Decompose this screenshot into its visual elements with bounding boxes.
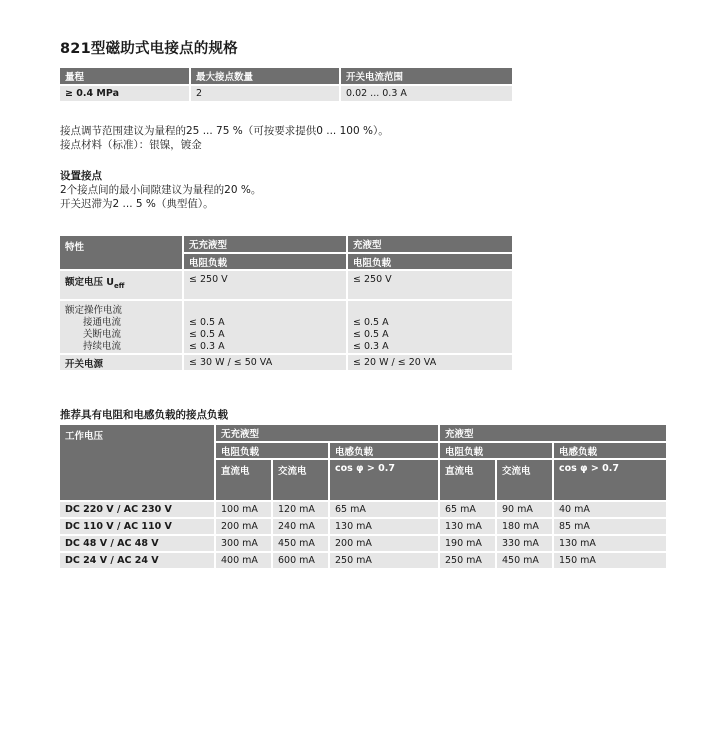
power-nofill: ≤ 30 W / ≤ 50 VA <box>184 355 348 372</box>
value-cell: 130 mA <box>440 519 497 536</box>
off-current-label: 关断电流 <box>83 329 122 340</box>
header-dc-fill: 直流电 <box>440 460 497 502</box>
off-current-fill: ≤ 0.5 A <box>353 329 389 340</box>
header-res-load-nofill: 电阻负载 <box>184 254 348 271</box>
value-cell: 100 mA <box>216 502 273 519</box>
header-ac-nofill: 交流电 <box>273 460 330 502</box>
value-cell: 300 mA <box>216 536 273 553</box>
value-cell: 250 mA <box>440 553 497 570</box>
value-cell: 130 mA <box>554 536 666 553</box>
on-current-fill: ≤ 0.5 A <box>353 317 389 328</box>
header-switch-current: 开关电流范围 <box>341 68 512 86</box>
header-ind-nofill: 电感负载 <box>330 443 440 460</box>
characteristics-table <box>60 236 512 372</box>
voltage-cell: DC 48 V / AC 48 V <box>60 536 216 553</box>
contact-material-line: 接点材料（标准）：银镍，镀金 <box>60 139 202 151</box>
value-cell: 85 mA <box>554 519 666 536</box>
value-cell: 330 mA <box>497 536 554 553</box>
setting-line-2: 开关迟滞为2 ... 5 %（典型值）。 <box>60 198 214 210</box>
voltage-cell: DC 24 V / AC 24 V <box>60 553 216 570</box>
rated-voltage-label <box>60 271 184 301</box>
on-current-label: 接通电流 <box>83 317 122 328</box>
table-row <box>60 519 666 536</box>
header-res-load-fill: 电阻负载 <box>348 254 512 271</box>
header-cos-nofill: cos φ > 0.7 <box>330 460 440 502</box>
setting-heading: 设置接点 <box>60 170 102 182</box>
voltage-cell: DC 220 V / AC 230 V <box>60 502 216 519</box>
rated-voltage-fill: ≤ 250 V <box>348 271 512 301</box>
rated-current-labels <box>60 301 184 355</box>
cont-current-label: 持续电流 <box>83 341 122 352</box>
header-fill-type: 充液型 <box>440 425 666 443</box>
range-value: ≥ 0.4 MPa <box>60 86 191 103</box>
setting-line-1: 2个接点间的最小间隙建议为量程的20 %。 <box>60 184 262 196</box>
header-res-fill: 电阻负载 <box>440 443 554 460</box>
rated-voltage-nofill: ≤ 250 V <box>184 271 348 301</box>
value-cell: 90 mA <box>497 502 554 519</box>
header-dc-nofill: 直流电 <box>216 460 273 502</box>
load-table-heading: 推荐具有电阻和电感负载的接点负载 <box>60 409 228 421</box>
cont-current-fill: ≤ 0.3 A <box>353 341 389 352</box>
header-working-voltage: 工作电压 <box>60 425 216 502</box>
contact-range-line: 接点调节范围建议为量程的25 ... 75 %（可按要求提供0 ... 100 %）。 <box>60 125 389 137</box>
header-no-fill: 无充液型 <box>184 236 348 254</box>
value-cell: 250 mA <box>330 553 440 570</box>
rated-current-nofill <box>184 301 348 355</box>
switch-current-value: 0.02 ... 0.3 A <box>341 86 512 103</box>
value-cell: 180 mA <box>497 519 554 536</box>
header-no-fill-type: 无充液型 <box>216 425 440 443</box>
rated-current-fill <box>348 301 512 355</box>
on-current-nofill: ≤ 0.5 A <box>189 317 225 328</box>
table-row <box>60 502 666 519</box>
table-row <box>60 553 666 570</box>
value-cell: 190 mA <box>440 536 497 553</box>
value-cell: 200 mA <box>330 536 440 553</box>
header-max-contacts: 最大接点数量 <box>191 68 341 86</box>
rated-current-label: 额定操作电流 <box>65 305 123 316</box>
header-feature: 特性 <box>60 236 184 271</box>
range-table <box>60 68 512 103</box>
load-table <box>60 425 666 570</box>
value-cell: 600 mA <box>273 553 330 570</box>
value-cell: 240 mA <box>273 519 330 536</box>
value-cell: 450 mA <box>273 536 330 553</box>
value-cell: 450 mA <box>497 553 554 570</box>
rated-voltage-sub: eff <box>114 281 125 290</box>
header-ind-fill: 电感负载 <box>554 443 666 460</box>
off-current-nofill: ≤ 0.5 A <box>189 329 225 340</box>
value-cell: 400 mA <box>216 553 273 570</box>
header-res-nofill: 电阻负载 <box>216 443 330 460</box>
setting-section <box>60 168 261 211</box>
contact-range-note <box>60 124 389 152</box>
power-fill: ≤ 20 W / ≤ 20 VA <box>348 355 512 372</box>
header-fill: 充液型 <box>348 236 512 254</box>
max-contacts-value: 2 <box>191 86 341 103</box>
header-ac-fill: 交流电 <box>497 460 554 502</box>
header-cos-fill: cos φ > 0.7 <box>554 460 666 502</box>
rated-voltage-text: 额定电压 U <box>65 277 115 288</box>
header-range: 量程 <box>60 68 191 86</box>
value-cell: 130 mA <box>330 519 440 536</box>
value-cell: 65 mA <box>440 502 497 519</box>
value-cell: 150 mA <box>554 553 666 570</box>
value-cell: 65 mA <box>330 502 440 519</box>
page-title: 821型磁助式电接点的规格 <box>60 41 238 57</box>
value-cell: 40 mA <box>554 502 666 519</box>
value-cell: 200 mA <box>216 519 273 536</box>
voltage-cell: DC 110 V / AC 110 V <box>60 519 216 536</box>
power-label: 开关电源 <box>60 355 184 372</box>
value-cell: 120 mA <box>273 502 330 519</box>
cont-current-nofill: ≤ 0.3 A <box>189 341 225 352</box>
table-row <box>60 536 666 553</box>
